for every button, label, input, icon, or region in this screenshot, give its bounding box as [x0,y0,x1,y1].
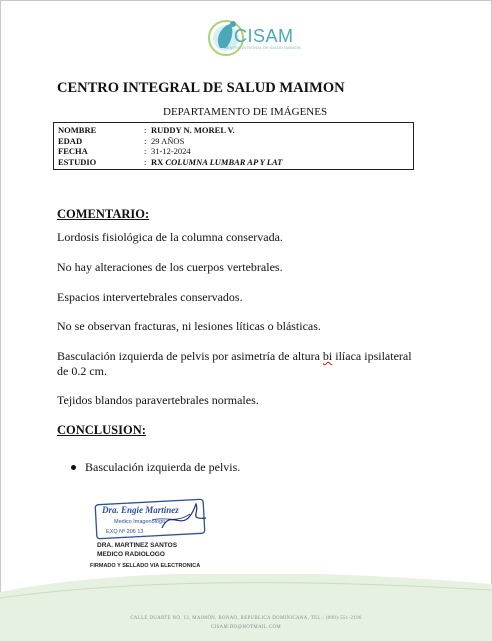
footer-wave [0,574,492,641]
separator: : [144,156,147,167]
svg-text:EXQ Nº 206 13: EXQ Nº 206 13 [106,529,144,535]
signature-note: FIRMADO Y SELLADO VIA ELECTRONICA [90,563,201,569]
study-prefix: RX [151,156,166,167]
patient-row-name [54,125,413,136]
name-value: RUDDY N. MOREL V. [151,125,235,135]
pelvis-text-before: Basculación izquierda de pelvis por asimetría de altura [57,349,323,363]
separator: : [144,135,147,146]
svg-text:Medico Imagenologo: Medico Imagenologo [114,519,166,525]
conclusion-item-text: Basculación izquierda de pelvis. [85,460,241,474]
logo-text: CISAM [234,26,294,46]
name-label: NOMBRE [58,125,97,135]
svg-text:Dra. Engie Martinez: Dra. Engie Martinez [102,505,179,515]
patient-row-date [54,146,413,157]
conclusion-item [71,460,240,475]
bullet-icon [71,465,76,470]
date-label: FECHA [58,146,88,156]
age-label: EDAD [58,135,83,146]
signature-stamp-icon [92,498,212,542]
date-value: 31-12-2024 [151,146,191,156]
pelvis-text-after: ilíaca ipsilateral [332,349,412,363]
separator: : [144,125,147,135]
comment-pelvis-line-2: de 0.2 cm. [57,364,107,378]
age-value: 29 AÑOS [151,135,185,146]
patient-row-study [54,157,413,168]
comment-line-4: No se observan fracturas, ni lesiones líticas o blásticas. [57,319,321,333]
footer-address: CALLE DUARTE NO. 13, MAIMÓN, BONAO, REPUBLICA DOMINICANA, TEL.: (809)-551-2196 [130,616,362,621]
separator: : [144,146,147,156]
center-title: CENTRO INTEGRAL DE SALUD MAIMON [57,80,345,96]
spellcheck-word: bi [322,349,333,363]
logo-tagline: CENTRO INTEGRAL DE SALUD MAIMON [224,45,301,50]
doctor-title: MEDICO RADIOLOGO [97,551,165,558]
study-label: ESTUDIO [58,156,97,167]
comment-heading: COMENTARIO: [57,207,150,221]
comment-line-1: Lordosis fisiológica de la columna conservada. [57,230,283,244]
comment-soft-tissue: Tejidos blandos paravertebrales normales. [57,393,259,407]
conclusion-heading: CONCLUSION: [57,423,146,437]
department-title: DEPARTAMENTO DE IMÁGENES [163,106,328,118]
doctor-name: DRA. MARTINEZ SANTOS [97,542,178,549]
study-name: COLUMNA LUMBAR AP Y LAT [165,156,283,167]
comment-line-2: No hay alteraciones de los cuerpos vertebrales. [57,260,283,274]
footer-email: CISAM.DO@HOTMAIL.COM [211,625,281,630]
comment-line-3: Espacios intervertebrales conservados. [57,290,243,304]
patient-info-table [53,122,414,170]
patient-row-age [54,136,413,147]
comment-pelvis-line [57,349,447,364]
study-value [151,157,282,168]
